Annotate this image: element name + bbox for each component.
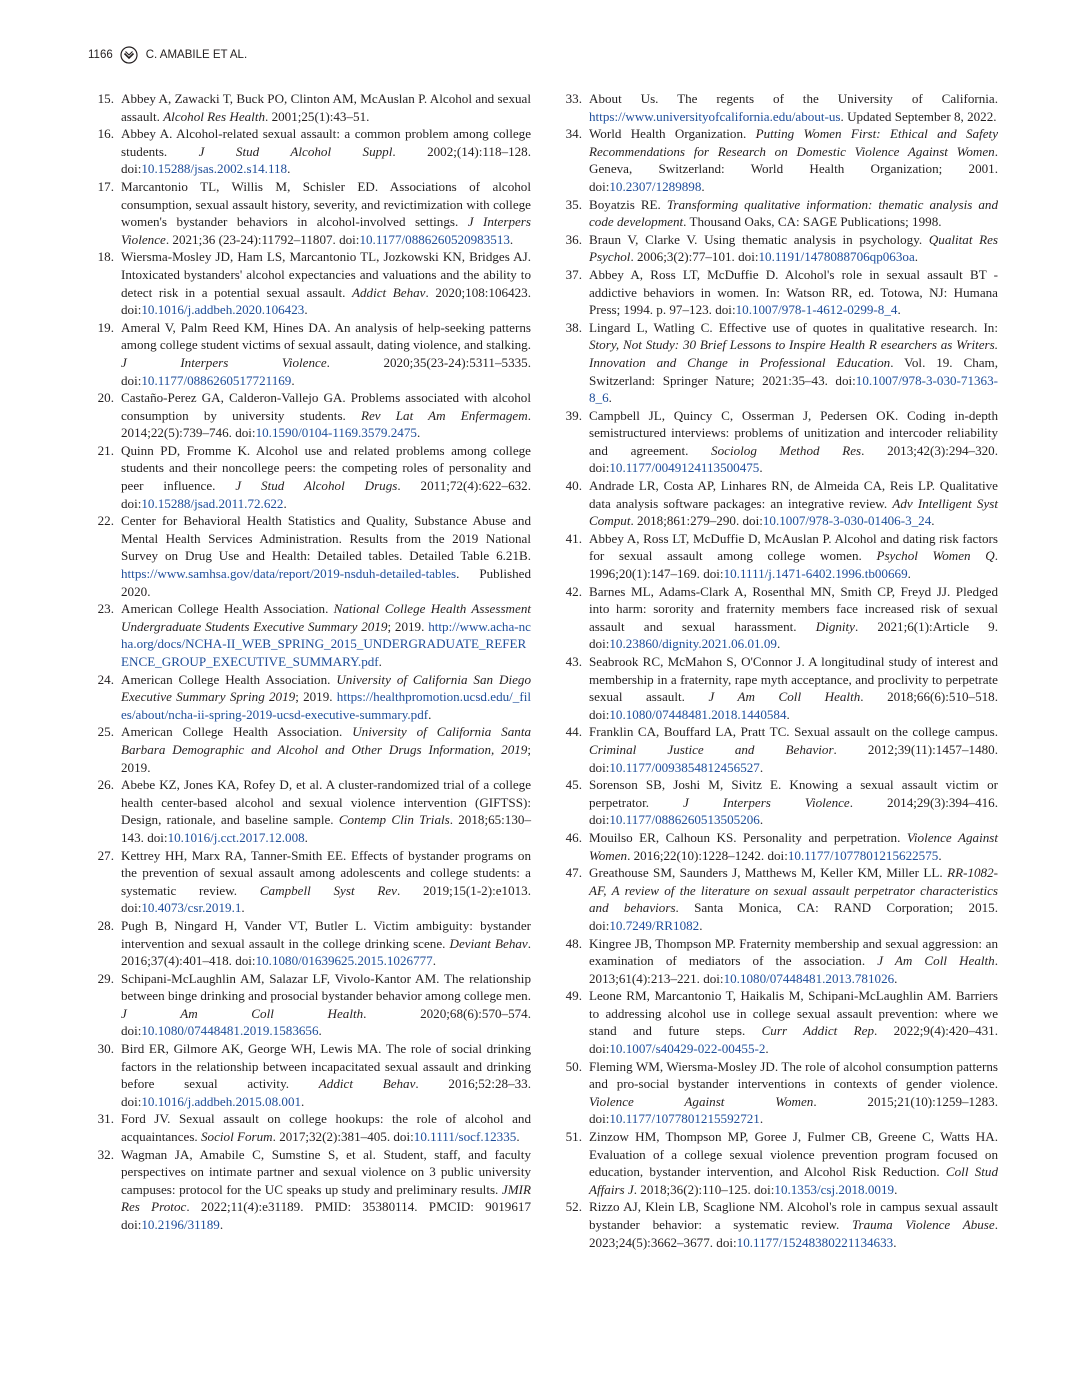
reference-text: . <box>509 231 514 247</box>
reference-number: 23. <box>97 601 114 617</box>
reference-number: 42. <box>565 583 582 599</box>
reference-number: 36. <box>565 231 582 247</box>
reference-link[interactable]: 10.1007/978-3-030-01406-3_24 <box>762 513 932 529</box>
reference-item <box>88 442 531 512</box>
reference-text: . <box>608 390 612 406</box>
reference-text: Ford JV. Sexual assault on college hookups: the role of alcohol and acquaintances. <box>121 1111 531 1145</box>
reference-link[interactable]: https://www.universityofcalifornia.edu/about-us <box>589 108 841 124</box>
reference-title-italic: Transforming qualitative information: thematic analysis and code development <box>589 196 999 230</box>
reference-title-italic: University of California San Diego Executive Summary Spring 2019 <box>121 671 531 705</box>
reference-number: 31. <box>97 1111 114 1127</box>
reference-text: World Health Organization. <box>589 126 756 142</box>
reference-link[interactable]: 10.1177/0886260520983513 <box>359 231 510 247</box>
reference-item <box>556 477 998 530</box>
reference-link[interactable]: 10.4073/csr.2019.1 <box>141 900 242 916</box>
reference-number: 33. <box>565 91 582 106</box>
reference-number: 19. <box>97 319 114 335</box>
reference-text: . <box>759 1111 764 1127</box>
reference-text: . Updated September 8, 2022. <box>840 108 997 124</box>
reference-text: Seabrook RC, McMahon S, O'Connor J. A longitudinal study of interest and membership in a fraternity, rape myth acceptance, and proclivity to perpetrate sexual assault. <box>589 654 998 705</box>
reference-text: . <box>894 1181 898 1197</box>
reference-title-italic: Putting Women First: Ethical and Safety Recommendations for Research on Domestic Violence Against Women <box>589 126 999 159</box>
reference-text: . 2020;35(23-24):5311–5335. doi: <box>121 354 531 388</box>
reference-number: 28. <box>97 917 114 933</box>
reference-item <box>88 723 531 776</box>
reference-title-italic: J Interpers Violence <box>121 214 532 247</box>
reference-number: 17. <box>97 178 114 194</box>
reference-title-italic: National College Health Assessment Undergraduate Students Executive Summary 2019 <box>121 601 531 634</box>
reference-item <box>556 1198 998 1251</box>
reference-item <box>556 583 998 653</box>
reference-number: 25. <box>97 724 114 740</box>
reference-item <box>556 1058 998 1128</box>
reference-text: . <box>241 900 245 916</box>
reference-number: 37. <box>565 266 582 282</box>
reference-text: . <box>759 460 763 476</box>
reference-link[interactable]: 10.2196/31189 <box>141 1217 220 1232</box>
reference-text: Greathouse SM, Saunders J, Matthews M, Keller KM, Miller LL. <box>589 865 948 881</box>
reference-text: Barnes ML, Adams-Clark A, Rosenthal MN, Smith CP, Freyd JJ. Pledged into harm: sorority and fraternity members face increased risk of sexual assault and sexual harassment. <box>589 583 998 634</box>
reference-text: American College Health Association. <box>121 724 353 740</box>
reference-text: Schipani-McLaughlin AM, Salazar LF, Vivolo-Kantor AM. The relationship between binge drinking and prosocial bystander behavior among college men. <box>121 970 531 1004</box>
reference-item <box>556 987 998 1057</box>
reference-number: 20. <box>97 390 114 406</box>
reference-text: Bird ER, Gilmore AK, George WH, Lewis MA. The role of social drinking factors in the relationship between incapacitated sexual assault and drinking before sexual activity. <box>121 1041 531 1092</box>
reference-item <box>556 319 998 407</box>
reference-text: Wiersma-Mosley JD, Ham LS, Marcantonio TL, Jozkowski KN, Bridges AJ. Intoxicated bystanders' alcohol expectancies and valuations and the ability to detect risk in a potential sexual assault. <box>121 249 531 300</box>
reference-text: . 2020;68(6):570–574. doi: <box>121 1005 531 1039</box>
reference-title-italic: University of California Santa Barbara Demographic and Alcohol and Other Drugs Information, 2019 <box>121 724 531 757</box>
reference-link[interactable]: 10.1007/978-3-030-71363-8_6 <box>589 372 998 406</box>
reference-link[interactable]: 10.1177/0093854812456527 <box>609 759 760 775</box>
reference-number: 34. <box>565 126 582 142</box>
reference-text: Mouilso ER, Calhoun KS. Personality and perpetration. <box>589 829 907 845</box>
reference-text: Abbey A, Zawacki T, Buck PO, Clinton AM, McAuslan P. Alcohol and sexual assault. <box>121 91 531 124</box>
reference-item <box>556 864 998 934</box>
reference-number: 43. <box>565 654 582 669</box>
reference-title-italic: Contemp Clin Trials <box>338 812 450 828</box>
reference-text: . 2002;(14):118–128. doi: <box>121 143 531 177</box>
reference-link[interactable]: 10.1007/978-1-4612-0299-8_4 <box>735 302 898 318</box>
reference-link[interactable]: 10.1177/0886260513505206 <box>609 812 760 828</box>
reference-text: . <box>416 425 421 441</box>
reference-link[interactable]: 10.1177/1077801215622575 <box>787 847 939 863</box>
reference-text: . <box>432 953 436 969</box>
reference-title-italic: Trauma Violence Abuse <box>851 1217 995 1232</box>
reference-text: . 2015;21(10):1259–1283. doi: <box>589 1093 998 1127</box>
reference-number: 27. <box>97 847 114 863</box>
publisher-logo-icon <box>120 46 138 64</box>
reference-text: . 2017;32(2):381–405. doi: <box>272 1129 414 1145</box>
reference-link[interactable]: 10.7249/RR1082 <box>609 917 700 933</box>
reference-text: . <box>907 566 911 582</box>
reference-text: . 2016;37(4):401–418. doi: <box>121 935 532 969</box>
reference-text: . 2021;36 (23-24):11792–11807. doi: <box>165 231 360 247</box>
reference-item <box>88 90 531 125</box>
reference-text: . 2023;24(5):3662–3677. doi: <box>589 1217 998 1250</box>
reference-link[interactable]: 10.15288/jsas.2002.s14.118 <box>141 161 288 177</box>
reference-text: Lingard L, Watling C. Effective use of quotes in qualitative research. In: <box>589 319 998 335</box>
reference-text: . 2018;861:279–290. doi: <box>630 513 763 529</box>
reference-title-italic: Qualitat Res Psychol <box>589 231 999 265</box>
reference-number: 15. <box>97 91 114 106</box>
reference-item <box>88 512 531 600</box>
reference-text: Pugh B, Ningard H, Vander VT, Butler L. Victim ambiguity: bystander intervention and sexual assault in the college drinking scene. <box>121 917 531 951</box>
reference-text: American College Health Association. <box>121 601 334 617</box>
reference-text: . <box>897 302 901 318</box>
reference-link[interactable]: 10.1016/j.cct.2017.12.008 <box>167 829 305 845</box>
reference-text: Quinn PD, Fromme K. Alcohol use and related problems among college students and their noncollege peers: the competing roles of personality and peer influence. <box>121 442 531 494</box>
reference-number: 16. <box>97 126 114 142</box>
reference-text: . 2001;25(1):43–51. <box>265 108 370 124</box>
reference-title-italic: Violence Against Women <box>589 829 998 863</box>
reference-text: . <box>287 161 291 177</box>
reference-item <box>556 1128 998 1198</box>
reference-item <box>556 407 998 477</box>
reference-link[interactable]: 10.1111/j.1471-6402.1996.tb00669 <box>723 566 908 582</box>
reference-number: 48. <box>565 935 582 951</box>
reference-text: . 2013;61(4):213–221. doi: <box>589 953 998 986</box>
reference-text: . 2022;9(4):420–431. doi: <box>589 1023 998 1057</box>
reference-text: . <box>219 1217 224 1232</box>
reference-link[interactable]: 10.1590/0104-1169.3579.2475 <box>255 425 417 441</box>
reference-item <box>556 196 998 231</box>
reference-item <box>556 266 998 319</box>
reference-text: American College Health Association. <box>121 671 337 687</box>
reference-number: 24. <box>97 671 114 687</box>
reference-number: 39. <box>565 407 582 423</box>
reference-text: . <box>938 847 942 863</box>
reference-title-italic: Violence Against Women <box>589 1093 814 1109</box>
reference-title-italic: Sociol Forum <box>200 1129 273 1145</box>
reference-title-italic: Coll Stud Affairs J <box>589 1164 998 1197</box>
reference-title-italic: J Stud Alcohol Suppl <box>198 143 393 159</box>
reference-title-italic: J Interpers Violence <box>683 794 850 810</box>
reference-item <box>556 125 998 195</box>
reference-item <box>88 847 531 917</box>
reference-text: ; 2019. <box>387 618 429 634</box>
reference-item <box>88 1110 531 1145</box>
page-number: 1166 <box>88 49 113 61</box>
reference-item <box>88 600 531 670</box>
reference-title-italic: Sociolog Method Res <box>711 442 862 458</box>
reference-text: . 2018;66(6):510–518. doi: <box>589 689 998 722</box>
reference-text: Leone RM, Marcantonio T, Haikalis M, Schipani-McLaughlin AM. Barriers to addressing alcohol use in college sexual assault prevention: where we stand and future steps. <box>589 988 998 1039</box>
reference-text: . <box>428 706 432 722</box>
reference-number: 47. <box>565 865 582 881</box>
reference-text: . 2013;42(3):294–320. doi: <box>589 442 998 476</box>
reference-text: ; 2019. <box>295 689 337 705</box>
reference-text: . 2022;11(4):e31189. PMID: 35380114. PMCID: 9019617 doi: <box>121 1199 531 1232</box>
reference-title-italic: Adv Intelligent Syst Comput <box>589 495 999 529</box>
reference-number: 22. <box>97 513 114 529</box>
reference-link[interactable]: https://www.samhsa.gov/data/report/2019-nsduh-detailed-tables <box>121 566 457 582</box>
reference-text: . Vol. 19. Cham, Switzerland: Springer Nature; 2021:35–43. doi: <box>589 354 999 388</box>
reference-item <box>88 1146 531 1234</box>
reference-number: 50. <box>565 1058 582 1074</box>
reference-text: Kingree JB, Thompson MP. Fraternity membership and sexual aggression: an examination of mediators of the association. <box>589 935 998 969</box>
reference-link[interactable]: 10.1111/socf.12335 <box>413 1129 517 1145</box>
reference-title-italic: J Interpers Violence <box>121 354 327 370</box>
reference-number: 29. <box>97 970 114 986</box>
reference-text: Fleming WM, Wiersma-Mosley JD. The role of alcohol consumption patterns and pro-social bystander interventions in contexts of gender violence. <box>589 1058 998 1092</box>
reference-text: Marcantonio TL, Willis M, Schisler ED. Associations of alcohol consumption, sexual assault history, severity, and revictimization with college women's bystander behaviors in alcohol-involved settings. <box>121 178 531 230</box>
reference-text: . Published 2020. <box>121 566 531 599</box>
reference-title-italic: RR-1082-AF, A review of the literature on sexual assault perpetrator characteristics and behaviors <box>589 865 998 916</box>
reference-link[interactable]: 10.1353/csj.2018.0019 <box>774 1181 895 1197</box>
reference-title-italic: J Am Coll Health <box>121 1005 364 1021</box>
reference-text: . <box>765 1041 769 1057</box>
reference-text: . <box>894 970 898 986</box>
reference-item <box>88 125 531 178</box>
reference-text: . 2011;72(4):622–632. doi: <box>121 478 531 511</box>
reference-text: . Geneva, Switzerland: World Health Organization; 2001. doi: <box>589 143 998 194</box>
reference-title-italic: Dignity <box>815 618 855 634</box>
reference-number: 30. <box>97 1041 114 1057</box>
reference-title-italic: J Am Coll Health <box>708 689 861 705</box>
reference-title-italic: Criminal Justice and Behavior <box>589 741 834 757</box>
reference-item <box>556 231 998 266</box>
reference-text: Boyatzis RE. <box>589 196 667 212</box>
reference-text: . 2020;108:106423. doi: <box>121 284 531 318</box>
reference-title-italic: Addict Behav <box>318 1076 416 1092</box>
reference-text: . 2018;36(2):110–125. doi: <box>633 1181 775 1197</box>
reference-title-italic: Curr Addict Rep <box>761 1023 874 1039</box>
reference-link[interactable]: 10.1007/s40429-022-00455-2 <box>609 1041 766 1057</box>
reference-item <box>556 723 998 776</box>
reference-text: . 2021;6(1):Article 9. doi: <box>589 618 998 652</box>
reference-item <box>88 970 531 1040</box>
reference-item <box>556 776 998 829</box>
reference-item <box>88 776 531 846</box>
reference-item <box>556 653 998 723</box>
reference-text: Center for Behavioral Health Statistics and Quality, Substance Abuse and Mental Health Services Administration. Results from the 2019 National Survey on Drug Use and Health: Detailed tables. Detailed Table 6.21B. <box>121 513 531 564</box>
reference-text: . 2016;22(10):1228–1242. doi: <box>627 847 788 863</box>
reference-number: 41. <box>565 530 582 546</box>
reference-title-italic: JMIR Res Protoc <box>121 1181 531 1215</box>
reference-number: 18. <box>97 249 114 265</box>
reference-text: Sorenson SB, Joshi M, Sivitz E. Knowing a sexual assault victim or perpetrator. <box>589 777 998 810</box>
reference-item <box>88 671 531 724</box>
reference-number: 52. <box>565 1199 582 1215</box>
reference-text: . 2012;39(11):1457–1480. doi: <box>589 741 998 775</box>
reference-text: . <box>786 706 790 722</box>
reference-text: Franklin CA, Bouffard LA, Pratt TC. Sexual assault on the college campus. <box>589 724 998 740</box>
reference-number: 44. <box>565 724 582 740</box>
reference-item <box>556 90 998 125</box>
reference-text: . <box>291 372 295 388</box>
reference-link[interactable]: 10.15288/jsad.2011.72.622 <box>141 495 284 511</box>
reference-text: Rizzo AJ, Klein LB, Scaglione NM. Alcohol's role in campus sexual assault bystander behavior: a systematic review. <box>589 1199 998 1232</box>
reference-title-italic: Psychol Women Q <box>876 548 995 564</box>
reference-text: . <box>893 1234 897 1250</box>
reference-title-italic: Story, Not Study: 30 Brief Lessons to Inspire Health R esearchers as Writers. Innovation and Change in Professional Education <box>589 337 998 370</box>
reference-text: . Santa Monica, CA: RAND Corporation; 2015. doi: <box>589 900 999 933</box>
reference-text: Abbey A, Ross LT, McDuffie D, McAuslan P. Alcohol and dating risk factors for sexual assault among college women. <box>589 530 998 564</box>
reference-text: . <box>283 495 287 511</box>
reference-text: . <box>931 513 935 529</box>
reference-text: . <box>304 302 308 318</box>
reference-title-italic: Deviant Behav <box>449 935 528 951</box>
reference-link[interactable]: 10.1080/07448481.2019.1583656 <box>141 1023 319 1039</box>
reference-title-italic: Alcohol Res Health <box>163 108 266 124</box>
reference-link[interactable]: 10.2307/1289898 <box>609 178 702 194</box>
reference-text: . 2016;52:28–33. doi: <box>121 1076 531 1109</box>
reference-number: 51. <box>565 1129 582 1145</box>
reference-item <box>88 178 531 248</box>
reference-text: . <box>759 812 764 828</box>
references-column-left <box>88 90 531 1234</box>
reference-link[interactable]: 10.1177/0886260517721169 <box>141 372 292 388</box>
reference-text: Castaño-Perez GA, Calderon-Vallejo GA. Problems associated with alcohol consumption by university students. <box>121 390 531 423</box>
reference-number: 32. <box>97 1146 114 1162</box>
reference-link[interactable]: 10.1080/07448481.2018.1440584 <box>609 706 787 722</box>
reference-link[interactable]: 10.1080/01639625.2015.1026777 <box>255 953 433 969</box>
reference-text: Abbey A, Ross LT, McDuffie D. Alcohol's role in sexual assault BT - addictive behaviors in women. In: Watson RR, ed. Totowa, NJ: Humana Press; 1994. p. 97–123. doi: <box>589 266 998 318</box>
reference-title-italic: J Am Coll Health <box>877 953 995 969</box>
reference-text: . <box>759 759 764 775</box>
reference-text: . <box>304 829 308 845</box>
reference-number: 38. <box>565 319 582 335</box>
reference-text: . 2014;22(5):739–746. doi: <box>121 407 531 441</box>
reference-text: About Us. The regents of the University of California. <box>589 91 998 106</box>
reference-text: . <box>701 178 705 194</box>
reference-item <box>88 389 531 442</box>
reference-text: . <box>776 636 781 652</box>
reference-text: Kettrey HH, Marx RA, Tanner-Smith EE. Effects of bystander programs on the prevention of sexual assault among adolescents and college students: a systematic review. <box>121 847 531 898</box>
reference-number: 45. <box>565 777 582 793</box>
reference-text: Andrade LR, Costa AP, Linhares RN, de Almeida CA, Reis LP. Qualitative data analysis software packages: an integrative review. <box>589 478 998 511</box>
reference-text: . 1996;20(1):147–169. doi: <box>589 548 998 582</box>
reference-text: ; 2019. <box>121 741 531 775</box>
running-author: C. AMABILE ET AL. <box>145 49 248 61</box>
reference-text: . <box>378 654 382 669</box>
running-header <box>88 45 247 65</box>
reference-title-italic: Addict Behav <box>352 284 426 300</box>
references-column-right <box>556 90 998 1251</box>
reference-text: . 2014;29(3):394–416. doi: <box>589 794 998 828</box>
reference-link[interactable]: 10.1191/1478088706qp063oa <box>758 249 915 265</box>
reference-text: Abebe KZ, Jones KA, Rofey D, et al. A cluster-randomized trial of a college health center-based alcohol and sexual violence intervention (GIFTSS): Design, rationale, and baseline sample. <box>121 777 531 828</box>
reference-item <box>556 530 998 583</box>
reference-text: Campbell JL, Quincy C, Osserman J, Pedersen OK. Coding in-depth semistructured interviews: problems of unitization and intercoder reliability and agreement. <box>589 407 998 458</box>
reference-number: 46. <box>565 829 582 845</box>
reference-link[interactable]: 10.1080/07448481.2013.781026 <box>723 970 895 986</box>
reference-number: 21. <box>97 442 114 458</box>
reference-text: . <box>699 917 703 933</box>
reference-link[interactable]: 10.1177/0049124113500475 <box>609 460 760 476</box>
reference-text: . 2019;15(1-2):e1013. doi: <box>121 882 531 916</box>
reference-link[interactable]: 10.1016/j.addbeh.2020.106423 <box>141 302 305 318</box>
reference-item <box>88 248 531 318</box>
reference-item <box>556 935 998 988</box>
reference-text: . <box>318 1023 322 1039</box>
reference-text: . <box>301 1093 305 1109</box>
reference-text: Wagman JA, Amabile C, Sumstine S, et al. Student, staff, and faculty perspectives on intimate partner and sexual violence on 3 public university campuses: protocol for the UC speaks up study and preliminary results. <box>121 1146 531 1197</box>
reference-text: . <box>516 1129 520 1145</box>
reference-text: Abbey A. Alcohol-related sexual assault: a common problem among college students. <box>121 126 531 159</box>
reference-number: 35. <box>565 196 582 212</box>
reference-text: . Thousand Oaks, CA: SAGE Publications; 1998. <box>683 214 942 230</box>
reference-link[interactable]: http://www.acha-ncha.org/docs/NCHA-II_WEB_SPRING_2015_UNDERGRADUATE_REFERENCE_GROUP_EXECUTIVE_SUMMARY.pdf <box>121 618 531 669</box>
reference-text: Ameral V, Palm Reed KM, Hines DA. An analysis of help-seeking patterns among college student victims of sexual assault, dating violence, and stalking. <box>121 319 531 353</box>
reference-link[interactable]: https://healthpromotion.ucsd.edu/_files/about/ncha-ii-spring-2019-ucsd-executive-summary.pdf <box>121 689 531 722</box>
reference-item <box>556 829 998 864</box>
reference-link[interactable]: 10.1016/j.addbeh.2015.08.001 <box>141 1093 302 1109</box>
reference-text: . 2006;3(2):77–101. doi: <box>630 249 759 265</box>
reference-title-italic: Rev Lat Am Enfermagem <box>360 407 528 423</box>
reference-title-italic: Campbell Syst Rev <box>259 882 397 898</box>
reference-text: Zinzow HM, Thompson MP, Goree J, Fulmer CB, Greene C, Watts HA. Evaluation of a college sexual violence prevention program focused on education, bystander intervention, and Alcohol Risk Reduction. <box>589 1129 998 1180</box>
reference-number: 26. <box>97 777 114 793</box>
reference-item <box>88 1040 531 1110</box>
reference-link[interactable]: 10.1177/15248380221134633 <box>736 1234 894 1250</box>
reference-link[interactable]: 10.1177/1077801215592721 <box>609 1111 760 1127</box>
reference-text: . 2018;65:130–143. doi: <box>121 812 531 845</box>
reference-number: 49. <box>565 988 582 1004</box>
reference-item <box>88 319 531 389</box>
reference-number: 40. <box>565 478 582 494</box>
reference-title-italic: J Stud Alcohol Drugs <box>235 478 398 494</box>
reference-item <box>88 917 531 970</box>
reference-text: . <box>914 249 919 265</box>
reference-link[interactable]: 10.23860/dignity.2021.06.01.09 <box>609 636 777 652</box>
reference-text: Braun V, Clarke V. Using thematic analysis in psychology. <box>589 231 929 247</box>
